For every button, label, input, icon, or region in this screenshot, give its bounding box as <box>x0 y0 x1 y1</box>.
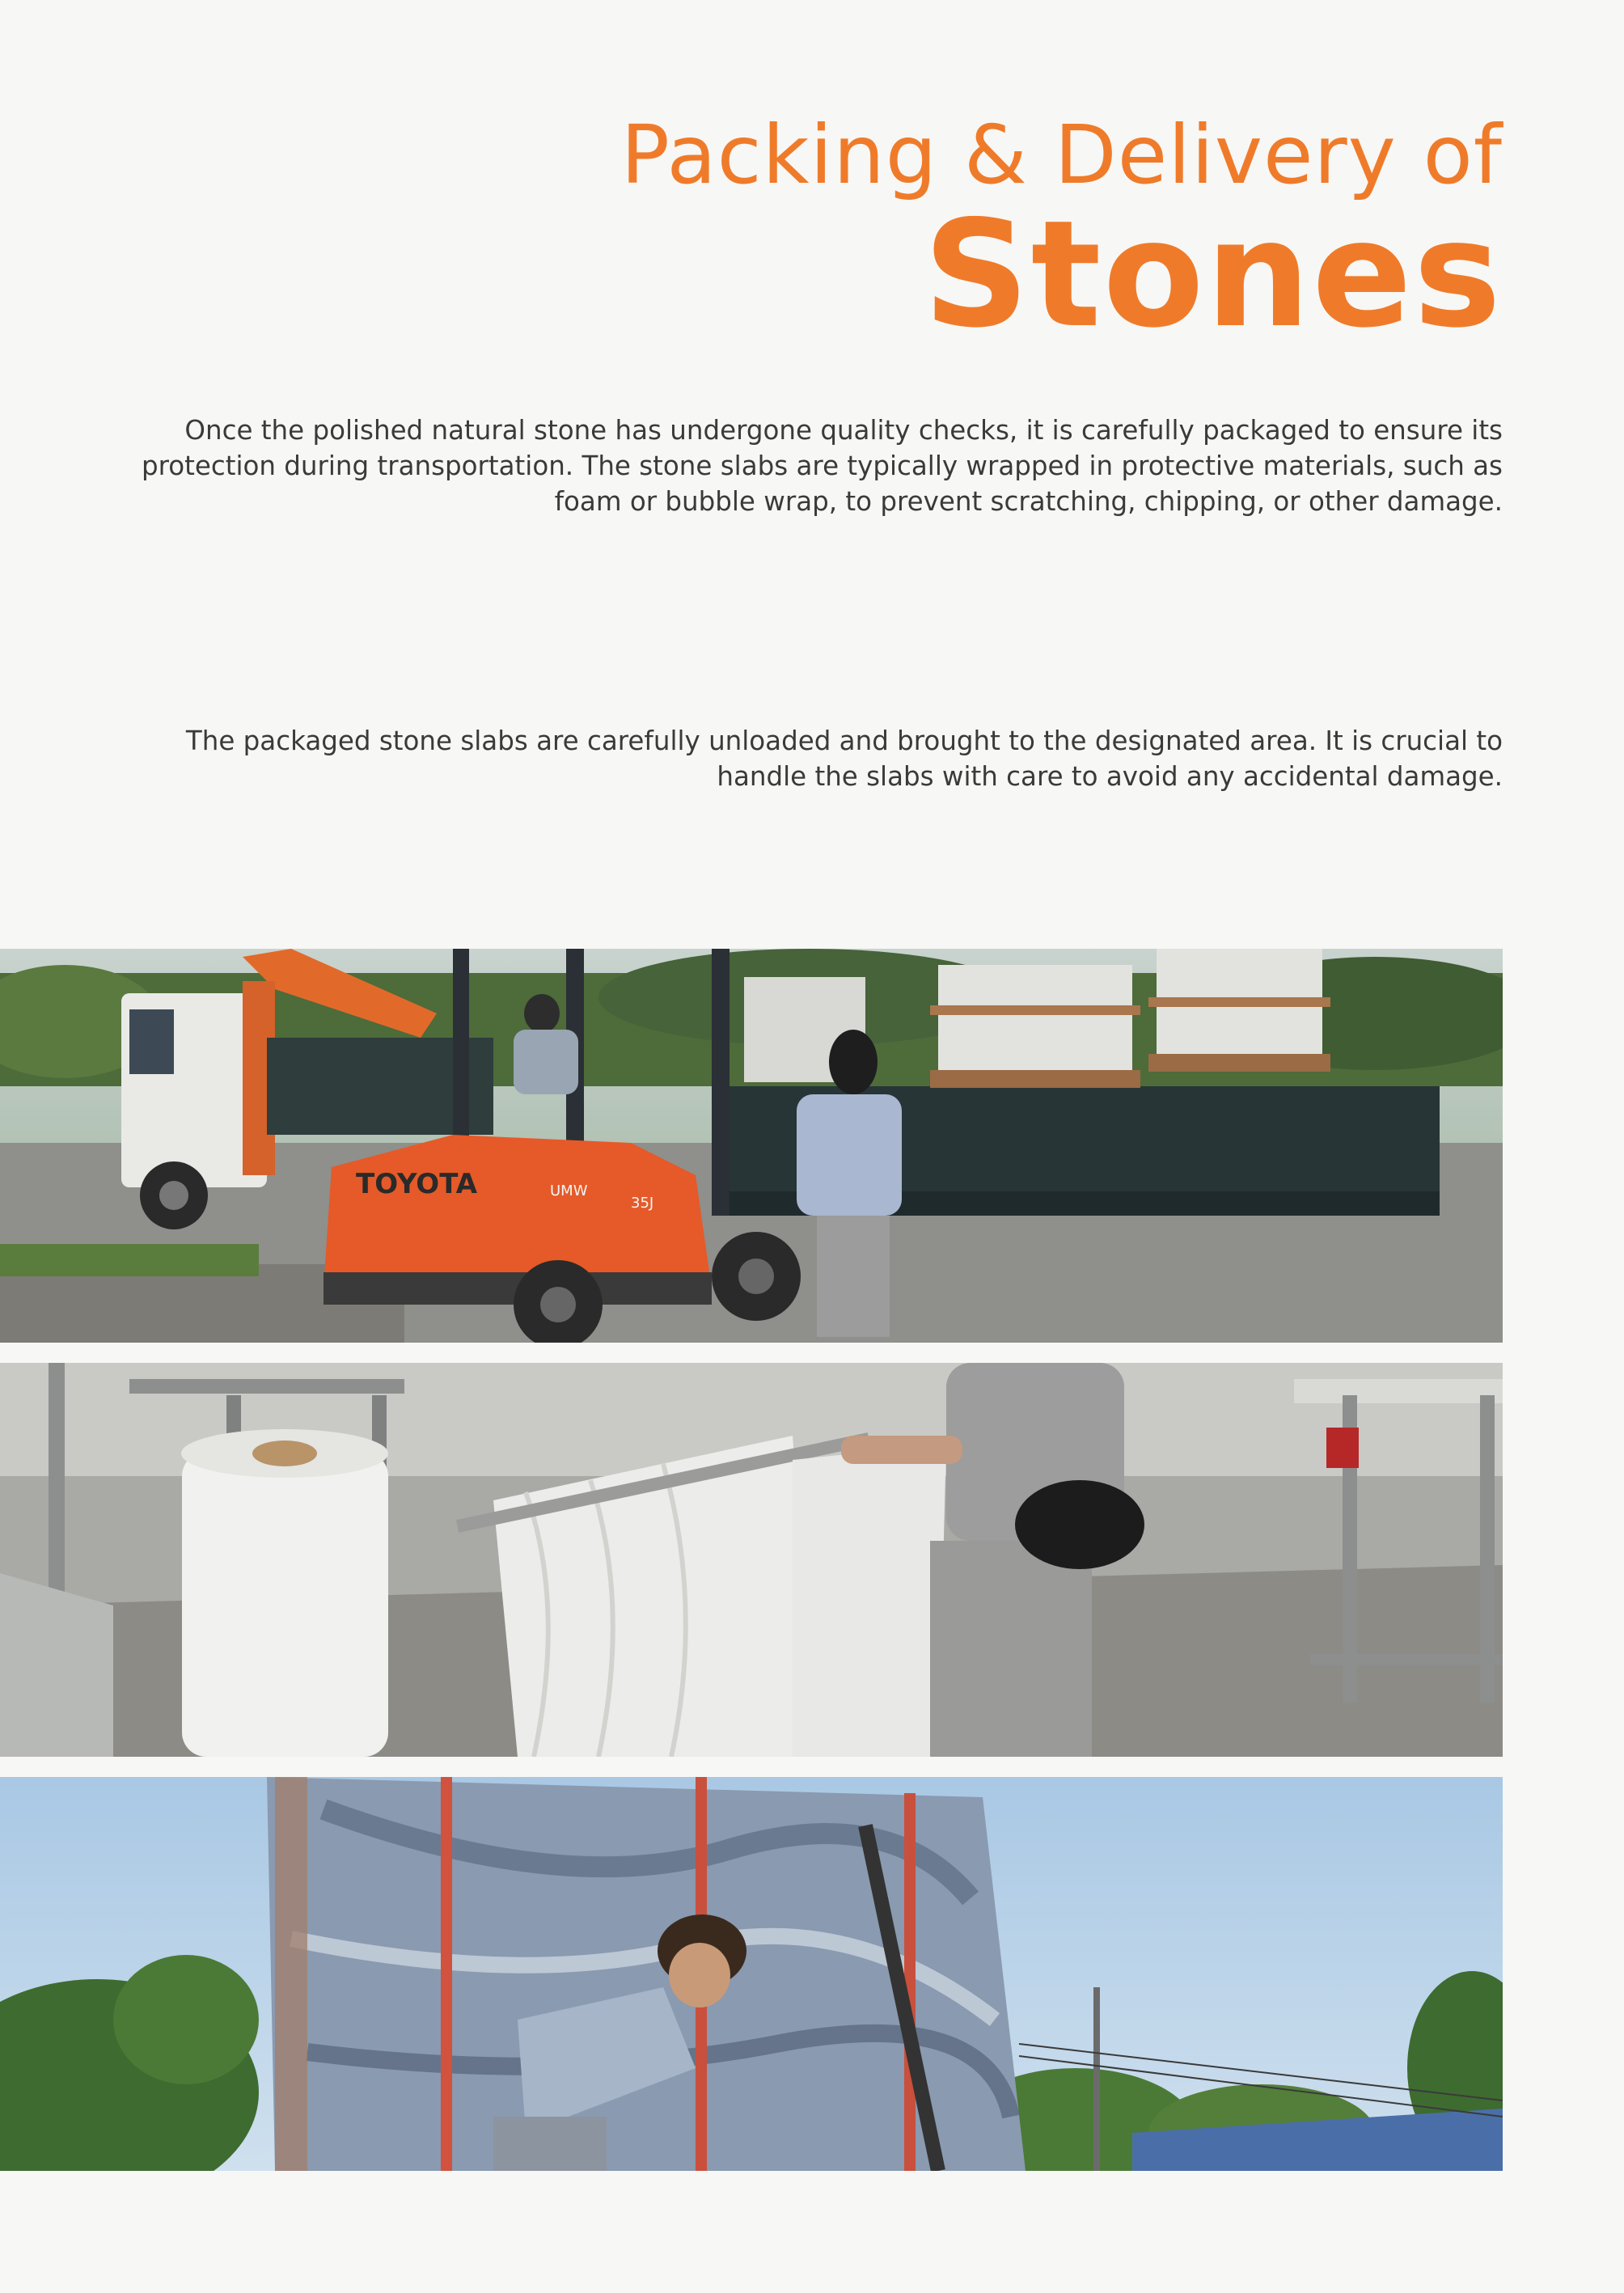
marble-slab-photo <box>0 1777 1503 2171</box>
intro-paragraph: Once the polished natural stone has undergone quality checks, it is carefully packaged to ensure its protection during transportation. The stone slabs are typically wrapped in protective materials, such as foam or bubble wrap, to prevent scratching, chipping, or other damage. <box>141 415 1503 517</box>
forklift-brand-text: TOYOTA <box>356 1168 478 1200</box>
foam-wrapping-photo <box>0 1363 1503 1757</box>
unloading-paragraph: The packaged stone slabs are carefully unloaded and brought to the designated area. It is crucial to handle the slabs with care to avoid any accidental damage. <box>185 726 1503 792</box>
forklift-umw-text: UMW <box>550 1182 588 1199</box>
page-title-line2: Stones <box>923 188 1503 360</box>
forklift-model-text: 35J <box>631 1195 654 1212</box>
page-title-line1: Packing & Delivery of <box>620 108 1503 202</box>
truck-unloading-photo <box>0 949 1503 1343</box>
